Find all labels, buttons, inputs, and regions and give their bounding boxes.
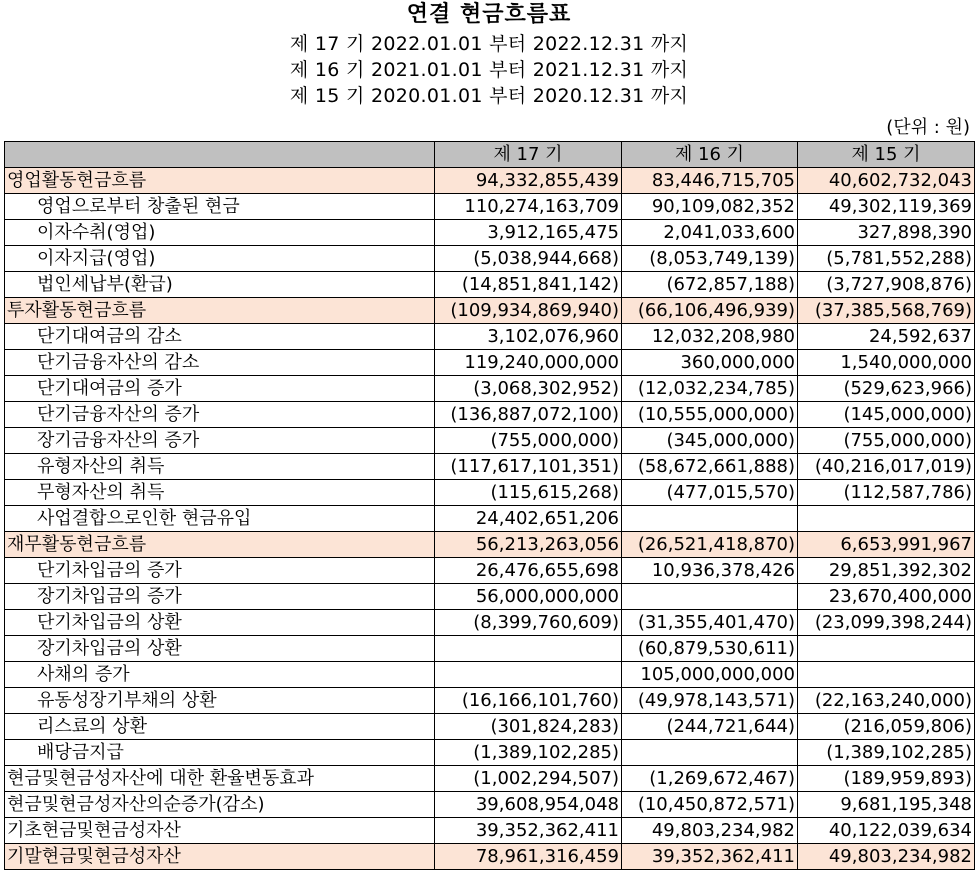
table-body bbox=[5, 168, 975, 870]
header-label-col bbox=[5, 142, 435, 168]
row-value-period-15: (755,000,000) bbox=[798, 428, 975, 454]
row-value-period-16 bbox=[622, 506, 798, 532]
row-value-period-15: (5,781,552,288) bbox=[798, 246, 975, 272]
table-row bbox=[5, 688, 975, 714]
row-value-period-15: 1,540,000,000 bbox=[798, 350, 975, 376]
row-value-period-15: 49,302,119,369 bbox=[798, 194, 975, 220]
row-value-period-16 bbox=[622, 740, 798, 766]
row-value-period-17: (14,851,841,142) bbox=[435, 272, 622, 298]
row-label: 이자수취(영업) bbox=[5, 220, 435, 246]
row-label: 기말현금및현금성자산 bbox=[5, 844, 435, 870]
row-label: 영업으로부터 창출된 현금 bbox=[5, 194, 435, 220]
row-value-period-15: (22,163,240,000) bbox=[798, 688, 975, 714]
row-label: 사업결합으로인한 현금유입 bbox=[5, 506, 435, 532]
table-row bbox=[5, 168, 975, 194]
row-value-period-17: (136,887,072,100) bbox=[435, 402, 622, 428]
row-value-period-17: 3,102,076,960 bbox=[435, 324, 622, 350]
row-value-period-15: 23,670,400,000 bbox=[798, 584, 975, 610]
table-row bbox=[5, 792, 975, 818]
row-label: 유형자산의 취득 bbox=[5, 454, 435, 480]
row-value-period-17: 56,213,263,056 bbox=[435, 532, 622, 558]
header-period-15: 제 15 기 bbox=[798, 142, 975, 168]
row-label: 이자지급(영업) bbox=[5, 246, 435, 272]
row-value-period-15: (189,959,893) bbox=[798, 766, 975, 792]
row-value-period-17: 24,402,651,206 bbox=[435, 506, 622, 532]
row-value-period-17 bbox=[435, 662, 622, 688]
row-label: 단기차입금의 상환 bbox=[5, 610, 435, 636]
row-value-period-17 bbox=[435, 636, 622, 662]
row-value-period-15 bbox=[798, 506, 975, 532]
header-period-16: 제 16 기 bbox=[622, 142, 798, 168]
row-value-period-16: (12,032,234,785) bbox=[622, 376, 798, 402]
row-value-period-16: (1,269,672,467) bbox=[622, 766, 798, 792]
row-value-period-17: 26,476,655,698 bbox=[435, 558, 622, 584]
period-line-17: 제 17 기 2022.01.01 부터 2022.12.31 까지 bbox=[289, 33, 689, 55]
row-label: 단기금융자산의 증가 bbox=[5, 402, 435, 428]
row-value-period-16: (66,106,496,939) bbox=[622, 298, 798, 324]
row-value-period-15: (1,389,102,285) bbox=[798, 740, 975, 766]
row-label: 장기차입금의 증가 bbox=[5, 584, 435, 610]
row-label: 단기금융자산의 감소 bbox=[5, 350, 435, 376]
table-row bbox=[5, 584, 975, 610]
row-value-period-17: (8,399,760,609) bbox=[435, 610, 622, 636]
row-value-period-16: (244,721,644) bbox=[622, 714, 798, 740]
row-value-period-16: 105,000,000,000 bbox=[622, 662, 798, 688]
table-row bbox=[5, 610, 975, 636]
row-value-period-15: (40,216,017,019) bbox=[798, 454, 975, 480]
row-value-period-17: (1,002,294,507) bbox=[435, 766, 622, 792]
table-row bbox=[5, 818, 975, 844]
row-value-period-17: (755,000,000) bbox=[435, 428, 622, 454]
row-value-period-16: (477,015,570) bbox=[622, 480, 798, 506]
row-label: 단기대여금의 감소 bbox=[5, 324, 435, 350]
period-line-16: 제 16 기 2021.01.01 부터 2021.12.31 까지 bbox=[289, 59, 689, 81]
row-label: 재무활동현금흐름 bbox=[5, 532, 435, 558]
row-label: 영업활동현금흐름 bbox=[5, 168, 435, 194]
header-row bbox=[5, 142, 975, 168]
table-row bbox=[5, 428, 975, 454]
row-value-period-16: (26,521,418,870) bbox=[622, 532, 798, 558]
row-value-period-17: 94,332,855,439 bbox=[435, 168, 622, 194]
table-row bbox=[5, 480, 975, 506]
table-row bbox=[5, 220, 975, 246]
table-row bbox=[5, 376, 975, 402]
row-value-period-17: 56,000,000,000 bbox=[435, 584, 622, 610]
row-value-period-17: 119,240,000,000 bbox=[435, 350, 622, 376]
table-row bbox=[5, 324, 975, 350]
row-label: 법인세납부(환급) bbox=[5, 272, 435, 298]
table-row bbox=[5, 714, 975, 740]
row-label: 리스료의 상환 bbox=[5, 714, 435, 740]
table-row bbox=[5, 246, 975, 272]
row-value-period-16: 83,446,715,705 bbox=[622, 168, 798, 194]
row-label: 장기금융자산의 증가 bbox=[5, 428, 435, 454]
row-value-period-16: (49,978,143,571) bbox=[622, 688, 798, 714]
row-value-period-16 bbox=[622, 584, 798, 610]
row-value-period-15: (529,623,966) bbox=[798, 376, 975, 402]
row-value-period-15: 49,803,234,982 bbox=[798, 844, 975, 870]
row-label: 기초현금및현금성자산 bbox=[5, 818, 435, 844]
statement-title: 연결 현금흐름표 bbox=[406, 2, 572, 27]
table-row bbox=[5, 194, 975, 220]
row-label: 장기차입금의 상환 bbox=[5, 636, 435, 662]
row-value-period-16: 90,109,082,352 bbox=[622, 194, 798, 220]
row-value-period-15: 327,898,390 bbox=[798, 220, 975, 246]
table-row bbox=[5, 454, 975, 480]
row-value-period-17: 39,608,954,048 bbox=[435, 792, 622, 818]
row-value-period-17: 3,912,165,475 bbox=[435, 220, 622, 246]
row-value-period-16: 10,936,378,426 bbox=[622, 558, 798, 584]
row-value-period-15 bbox=[798, 636, 975, 662]
table-row bbox=[5, 350, 975, 376]
table-row bbox=[5, 740, 975, 766]
table-row bbox=[5, 402, 975, 428]
row-label: 무형자산의 취득 bbox=[5, 480, 435, 506]
row-value-period-17: (16,166,101,760) bbox=[435, 688, 622, 714]
row-value-period-15: (145,000,000) bbox=[798, 402, 975, 428]
row-value-period-16: (60,879,530,611) bbox=[622, 636, 798, 662]
row-value-period-15: 40,122,039,634 bbox=[798, 818, 975, 844]
row-value-period-15: (37,385,568,769) bbox=[798, 298, 975, 324]
row-value-period-16: (58,672,661,888) bbox=[622, 454, 798, 480]
row-label: 단기차입금의 증가 bbox=[5, 558, 435, 584]
row-label: 현금및현금성자산에 대한 환율변동효과 bbox=[5, 766, 435, 792]
row-value-period-15: 29,851,392,302 bbox=[798, 558, 975, 584]
row-value-period-16: (672,857,188) bbox=[622, 272, 798, 298]
row-value-period-17: (117,617,101,351) bbox=[435, 454, 622, 480]
header-period-17: 제 17 기 bbox=[435, 142, 622, 168]
row-value-period-15 bbox=[798, 662, 975, 688]
row-label: 사채의 증가 bbox=[5, 662, 435, 688]
row-value-period-16: (345,000,000) bbox=[622, 428, 798, 454]
table-row bbox=[5, 506, 975, 532]
row-value-period-17: 39,352,362,411 bbox=[435, 818, 622, 844]
row-value-period-17: (301,824,283) bbox=[435, 714, 622, 740]
row-value-period-17: 78,961,316,459 bbox=[435, 844, 622, 870]
row-value-period-17: (5,038,944,668) bbox=[435, 246, 622, 272]
row-value-period-16: 360,000,000 bbox=[622, 350, 798, 376]
row-value-period-16: (10,450,872,571) bbox=[622, 792, 798, 818]
row-value-period-17: (3,068,302,952) bbox=[435, 376, 622, 402]
row-value-period-16: (31,355,401,470) bbox=[622, 610, 798, 636]
row-value-period-17: 110,274,163,709 bbox=[435, 194, 622, 220]
row-value-period-15: 24,592,637 bbox=[798, 324, 975, 350]
row-value-period-16: (8,053,749,139) bbox=[622, 246, 798, 272]
row-value-period-15: 9,681,195,348 bbox=[798, 792, 975, 818]
row-value-period-16: 12,032,208,980 bbox=[622, 324, 798, 350]
row-label: 배당금지급 bbox=[5, 740, 435, 766]
row-value-period-15: (23,099,398,244) bbox=[798, 610, 975, 636]
row-value-period-15: 40,602,732,043 bbox=[798, 168, 975, 194]
table-row bbox=[5, 272, 975, 298]
row-value-period-15: 6,653,991,967 bbox=[798, 532, 975, 558]
cash-flow-table bbox=[4, 141, 975, 870]
row-value-period-17: (109,934,869,940) bbox=[435, 298, 622, 324]
table-row bbox=[5, 636, 975, 662]
row-value-period-16: 2,041,033,600 bbox=[622, 220, 798, 246]
row-value-period-17: (115,615,268) bbox=[435, 480, 622, 506]
unit-label: (단위 : 원) bbox=[886, 117, 970, 138]
row-label: 투자활동현금흐름 bbox=[5, 298, 435, 324]
row-label: 유동성장기부채의 상환 bbox=[5, 688, 435, 714]
table-row bbox=[5, 766, 975, 792]
row-value-period-15: (112,587,786) bbox=[798, 480, 975, 506]
period-line-15: 제 15 기 2020.01.01 부터 2020.12.31 까지 bbox=[289, 85, 689, 107]
table-row bbox=[5, 298, 975, 324]
row-value-period-16: 49,803,234,982 bbox=[622, 818, 798, 844]
table-row bbox=[5, 844, 975, 870]
table-row bbox=[5, 558, 975, 584]
table-row bbox=[5, 532, 975, 558]
row-label: 단기대여금의 증가 bbox=[5, 376, 435, 402]
row-value-period-15: (3,727,908,876) bbox=[798, 272, 975, 298]
row-label: 현금및현금성자산의순증가(감소) bbox=[5, 792, 435, 818]
table-row bbox=[5, 662, 975, 688]
row-value-period-16: (10,555,000,000) bbox=[622, 402, 798, 428]
row-value-period-16: 39,352,362,411 bbox=[622, 844, 798, 870]
row-value-period-17: (1,389,102,285) bbox=[435, 740, 622, 766]
row-value-period-15: (216,059,806) bbox=[798, 714, 975, 740]
